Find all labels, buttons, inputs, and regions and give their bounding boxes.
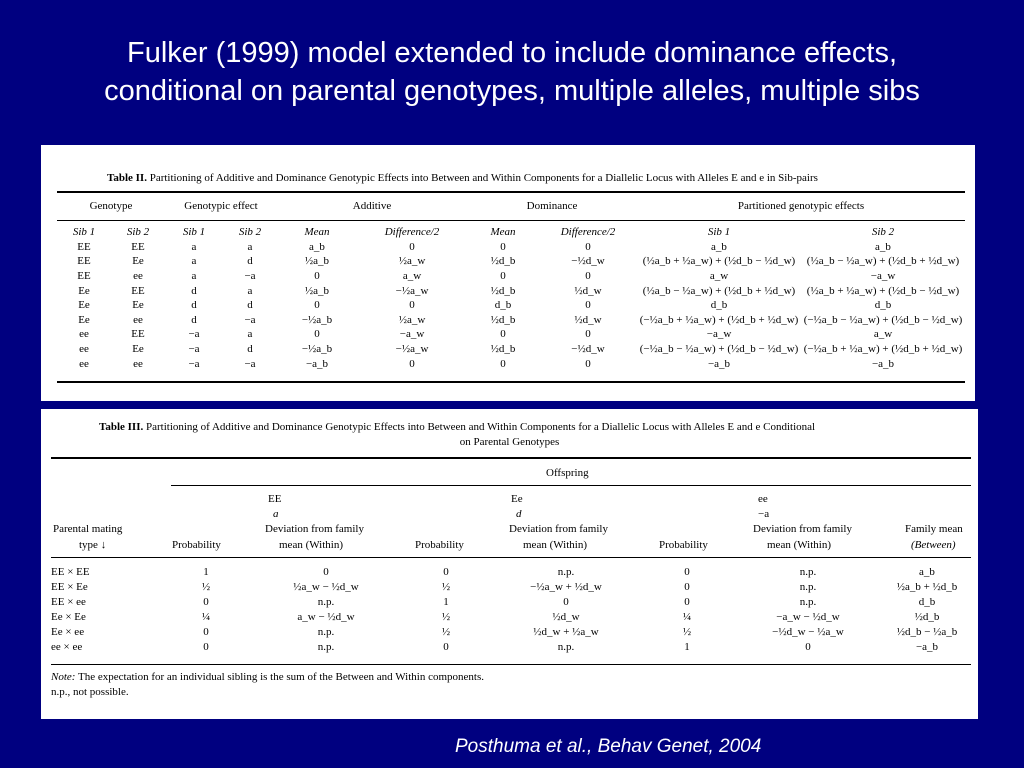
table-cell: ½d_b − ½a_b xyxy=(896,625,958,638)
table-cell: 1 xyxy=(443,595,449,608)
table-cell: −½d_w xyxy=(571,255,605,268)
rule3-top xyxy=(51,457,971,459)
table-cell: 0 xyxy=(500,240,506,253)
table-row xyxy=(51,579,971,594)
sub-header: Sib 1 xyxy=(72,226,96,239)
geno-Ee-val: d xyxy=(516,508,522,520)
table-cell: 0 xyxy=(314,299,320,312)
col-dev-1: Deviation from family xyxy=(265,523,364,535)
table-cell: −½a_w xyxy=(395,343,429,356)
table-cell: EE × ee xyxy=(51,595,86,608)
col-dev-2: Deviation from family xyxy=(509,523,608,535)
group-header: Genotypic effect xyxy=(184,200,258,213)
table-cell: (½a_b + ½a_w) + (½d_b − ½d_w) xyxy=(806,284,960,297)
table-cell: ½d_b xyxy=(490,284,516,297)
rule-top xyxy=(57,191,965,193)
table-cell: 0 xyxy=(409,240,415,253)
table-cell: 0 xyxy=(443,565,449,578)
table-cell: d xyxy=(191,313,197,326)
table-cell: a xyxy=(247,240,253,253)
table-cell: Ee xyxy=(132,343,144,356)
table-cell: 0 xyxy=(203,595,209,608)
table-cell: n.p. xyxy=(799,595,817,608)
table-cell: −½a_b xyxy=(301,313,333,326)
offspring-label: Offspring xyxy=(546,467,589,479)
table-cell: −a xyxy=(188,328,200,341)
table-cell: d xyxy=(191,299,197,312)
table-cell: a_b xyxy=(711,240,727,253)
note-label: Note: xyxy=(51,671,76,683)
table-cell: ee xyxy=(133,357,143,370)
rule-bottom xyxy=(57,381,965,383)
table-iii-note xyxy=(51,671,484,683)
table-cell: n.p. xyxy=(317,640,335,653)
table-cell: 0 xyxy=(585,357,591,370)
table-ii-label: Table II. xyxy=(107,172,147,184)
table-cell: d_b xyxy=(710,299,728,312)
table-cell: Ee xyxy=(78,299,90,312)
table-cell: EE xyxy=(77,255,91,268)
citation: Posthuma et al., Behav Genet, 2004 xyxy=(455,736,762,757)
table-cell: ½d_b xyxy=(490,313,516,326)
table-cell: 0 xyxy=(409,357,415,370)
table-iii-panel xyxy=(41,409,978,719)
table-row xyxy=(57,327,965,342)
table-cell: ½d_w xyxy=(574,313,602,326)
table-cell: −½d_w xyxy=(571,343,605,356)
table-cell: a xyxy=(247,328,253,341)
table-cell: (−½a_b + ½a_w) + (½d_b + ½d_w) xyxy=(803,343,963,356)
table-cell: ½ xyxy=(441,625,451,638)
col-dev-3b: mean (Within) xyxy=(767,539,832,551)
table-iii-caption xyxy=(99,421,815,433)
sub-header: Sib 1 xyxy=(182,226,206,239)
table-cell: −½a_w xyxy=(395,284,429,297)
table-cell: ½a_w xyxy=(398,255,426,268)
table-cell: ½d_b xyxy=(914,610,940,623)
table-cell: (½a_b + ½a_w) + (½d_b − ½d_w) xyxy=(642,255,796,268)
table-cell: ee xyxy=(133,313,143,326)
table-cell: 1 xyxy=(203,565,209,578)
col-prob-2: Probability xyxy=(415,539,464,551)
table-cell: 0 xyxy=(500,357,506,370)
table-cell: ½ xyxy=(682,625,692,638)
table-cell: a_w − ½d_w xyxy=(297,610,355,623)
table-cell: ½d_w xyxy=(552,610,580,623)
table-cell: d xyxy=(247,255,253,268)
table-cell: −a_w xyxy=(399,328,425,341)
table-row xyxy=(57,283,965,298)
table-cell: a_w xyxy=(402,270,422,283)
table-row xyxy=(57,254,965,269)
table-cell: ½ xyxy=(441,580,451,593)
geno-ee-val: −a xyxy=(758,508,770,520)
title-line-2: conditional on parental genotypes, multiple alleles, multiple sibs xyxy=(104,75,920,107)
table-cell: (½a_b − ½a_w) + (½d_b + ½d_w) xyxy=(806,255,960,268)
table-cell: ½d_w xyxy=(574,284,602,297)
table-iii-label: Table III. xyxy=(99,421,144,433)
table-cell: n.p. xyxy=(317,625,335,638)
table-cell: d xyxy=(247,343,253,356)
table-cell: (−½a_b − ½a_w) + (½d_b − ½d_w) xyxy=(639,343,799,356)
col-parental: Parental mating xyxy=(53,523,123,535)
table-cell: ½a_w − ½d_w xyxy=(293,580,359,593)
table-row xyxy=(57,298,965,313)
table-cell: n.p. xyxy=(799,565,817,578)
rule3-offspring xyxy=(171,485,971,486)
table-cell: 0 xyxy=(443,640,449,653)
table-cell: Ee × Ee xyxy=(51,610,86,623)
sub-header: Sib 2 xyxy=(238,226,262,239)
table-ii-body xyxy=(57,225,965,371)
table-cell: −a_b xyxy=(871,357,895,370)
table-cell: ½d_b xyxy=(490,255,516,268)
table-cell: EE xyxy=(131,328,145,341)
table-cell: −½a_w + ½d_w xyxy=(530,580,602,593)
table-cell: d xyxy=(191,284,197,297)
geno-EE-val: a xyxy=(273,508,279,520)
table-cell: ee xyxy=(79,357,89,370)
rule3-mid xyxy=(51,557,971,558)
table-iii-body xyxy=(51,564,971,654)
note-line-2: n.p., not possible. xyxy=(51,686,129,698)
col-parental-2: type ↓ xyxy=(79,539,107,551)
table-cell: −a xyxy=(188,343,200,356)
table-cell: (−½a_b − ½a_w) + (½d_b − ½d_w) xyxy=(803,313,963,326)
table-row xyxy=(51,609,971,624)
table-cell: d_b xyxy=(918,595,936,608)
table-cell: ee × ee xyxy=(51,640,83,653)
table-cell: n.p. xyxy=(557,640,575,653)
table-cell: a xyxy=(247,284,253,297)
table-ii xyxy=(57,199,965,214)
table-cell: 0 xyxy=(684,595,690,608)
table-row xyxy=(57,356,965,371)
table-cell: 1 xyxy=(684,640,690,653)
table-row xyxy=(57,342,965,357)
table-cell: a xyxy=(191,240,197,253)
table-cell: 0 xyxy=(563,595,569,608)
group-header: Partitioned genotypic effects xyxy=(737,200,865,213)
table-cell: EE xyxy=(131,240,145,253)
col-family-2: (Between) xyxy=(911,539,956,551)
table-cell: −½a_b xyxy=(301,343,333,356)
table-cell: 0 xyxy=(585,240,591,253)
table-cell: 0 xyxy=(323,565,329,578)
table-cell: 0 xyxy=(585,299,591,312)
col-family: Family mean xyxy=(905,523,963,535)
geno-EE: EE xyxy=(268,493,282,505)
table-cell: a_b xyxy=(919,565,935,578)
table-cell: −a_b xyxy=(915,640,939,653)
rule3-bottom xyxy=(51,664,971,665)
table-cell: ½a_b + ½d_b xyxy=(896,580,958,593)
title-line-1: Fulker (1999) model extended to include dominance effects, xyxy=(126,37,898,69)
table-cell: ½a_b xyxy=(304,255,330,268)
table-cell: EE × Ee xyxy=(51,580,88,593)
table-cell: EE × EE xyxy=(51,565,90,578)
table-row xyxy=(51,624,971,639)
geno-Ee: Ee xyxy=(511,493,523,505)
table-cell: −a xyxy=(244,270,256,283)
table-cell: a_b xyxy=(309,240,325,253)
table-cell: 0 xyxy=(684,565,690,578)
table-cell: −a xyxy=(244,357,256,370)
table-cell: a_w xyxy=(873,328,893,341)
table-cell: Ee xyxy=(78,284,90,297)
table-cell: ¼ xyxy=(682,610,692,623)
table-cell: EE xyxy=(131,284,145,297)
table-cell: −½d_w − ½a_w xyxy=(772,625,844,638)
sub-header: Difference/2 xyxy=(384,226,440,239)
table-cell: −a_b xyxy=(305,357,329,370)
sub-header: Sib 2 xyxy=(871,226,895,239)
geno-ee: ee xyxy=(758,493,768,505)
table-row xyxy=(57,269,965,284)
table-ii-caption xyxy=(107,172,818,184)
table-cell: ee xyxy=(79,343,89,356)
table-cell: 0 xyxy=(500,270,506,283)
table-cell: a_b xyxy=(875,240,891,253)
col-dev-3: Deviation from family xyxy=(753,523,852,535)
table-cell: Ee × ee xyxy=(51,625,85,638)
table-cell: 0 xyxy=(203,640,209,653)
sub-header: Sib 1 xyxy=(707,226,731,239)
table-cell: Ee xyxy=(132,255,144,268)
table-cell: d xyxy=(247,299,253,312)
table-cell: 0 xyxy=(684,580,690,593)
table-cell: −a xyxy=(244,313,256,326)
table-cell: a_w xyxy=(709,270,729,283)
table-cell: 0 xyxy=(314,328,320,341)
table-cell: n.p. xyxy=(557,565,575,578)
table-cell: EE xyxy=(77,270,91,283)
table-row xyxy=(57,313,965,328)
table-cell: ½d_w + ½a_w xyxy=(533,625,599,638)
table-cell: ee xyxy=(79,328,89,341)
table-cell: 0 xyxy=(409,299,415,312)
table-cell: d_b xyxy=(874,299,892,312)
sub-header: Sib 2 xyxy=(126,226,150,239)
note-text: The expectation for an individual sibling is the sum of the Between and Within components. xyxy=(78,671,484,683)
group-header: Dominance xyxy=(526,200,578,213)
table-cell: n.p. xyxy=(799,580,817,593)
table-row xyxy=(51,564,971,579)
table-cell: ee xyxy=(133,270,143,283)
table-cell: Ee xyxy=(132,299,144,312)
table-iii-caption-text: Partitioning of Additive and Dominance Genotypic Effects into Between and Within Components for a Diallelic Locus with Alleles E and e Conditional xyxy=(145,421,816,433)
table-cell: ¼ xyxy=(201,610,211,623)
table-cell: −a_w xyxy=(706,328,732,341)
rule-mid xyxy=(57,220,965,221)
table-cell: 0 xyxy=(805,640,811,653)
col-prob-1: Probability xyxy=(172,539,221,551)
col-prob-3: Probability xyxy=(659,539,708,551)
table-cell: −a_b xyxy=(707,357,731,370)
table-cell: (½a_b − ½a_w) + (½d_b + ½d_w) xyxy=(642,284,796,297)
table-cell: EE xyxy=(77,240,91,253)
sub-header: Mean xyxy=(490,226,516,239)
sub-header: Difference/2 xyxy=(560,226,616,239)
sub-header: Mean xyxy=(304,226,330,239)
table-row xyxy=(51,639,971,654)
table-cell: a xyxy=(191,255,197,268)
table-ii-panel xyxy=(41,145,975,401)
col-dev-2b: mean (Within) xyxy=(523,539,588,551)
table-cell: n.p. xyxy=(317,595,335,608)
table-cell: ½d_b xyxy=(490,343,516,356)
table-cell: 0 xyxy=(203,625,209,638)
table-cell: −a xyxy=(188,357,200,370)
table-cell: ½a_w xyxy=(398,313,426,326)
table-cell: a xyxy=(191,270,197,283)
table-cell: 0 xyxy=(314,270,320,283)
table-cell: 0 xyxy=(585,328,591,341)
table-cell: ½ xyxy=(201,580,211,593)
table-cell: ½ xyxy=(441,610,451,623)
table-cell: 0 xyxy=(500,328,506,341)
table-ii-caption-text: Partitioning of Additive and Dominance Genotypic Effects into Between and Within Components for a Diallelic Locus with Alleles E and e in Sib-pairs xyxy=(149,172,818,184)
group-header: Additive xyxy=(352,200,392,213)
table-row xyxy=(51,594,971,609)
slide-title xyxy=(0,34,1024,110)
group-header: Genotype xyxy=(89,200,133,213)
table-iii-caption-line2: on Parental Genotypes xyxy=(459,436,560,448)
table-cell: −a_w xyxy=(870,270,896,283)
table-cell: ½a_b xyxy=(304,284,330,297)
table-cell: 0 xyxy=(585,270,591,283)
table-row xyxy=(57,240,965,255)
table-cell: (−½a_b + ½a_w) + (½d_b + ½d_w) xyxy=(639,313,799,326)
table-cell: Ee xyxy=(78,313,90,326)
table-cell: −a_w − ½d_w xyxy=(776,610,840,623)
table-cell: d_b xyxy=(494,299,512,312)
col-dev-1b: mean (Within) xyxy=(279,539,344,551)
